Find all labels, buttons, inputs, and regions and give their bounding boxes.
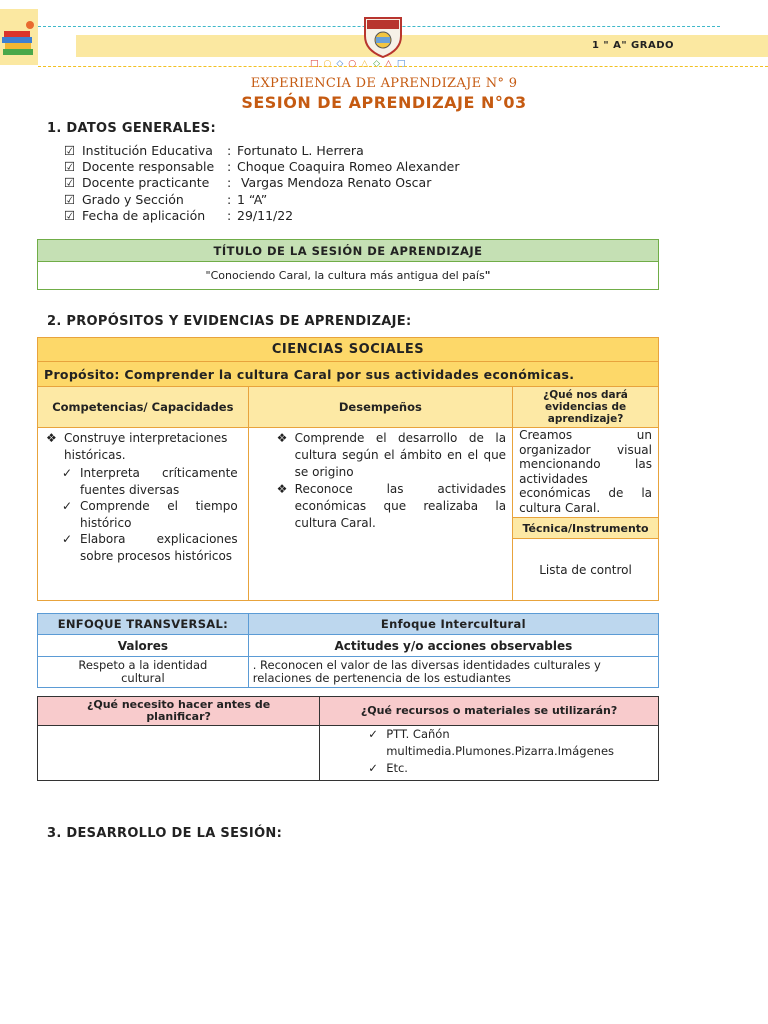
- section-general-data-title: 1. DATOS GENERALES:: [47, 121, 216, 136]
- session-title-header: TÍTULO DE LA SESIÓN DE APRENDIZAJE: [38, 240, 659, 262]
- area-header: CIENCIAS SOCIALES: [38, 338, 659, 362]
- section-development-title: 3. DESARROLLO DE LA SESIÓN:: [47, 826, 283, 841]
- before-planning-header: ¿Qué necesito hacer antes de planificar?: [38, 697, 320, 726]
- performances-header: Desempeños: [248, 387, 512, 428]
- evidence-cell: Creamos un organizador visual mencionando las actividades económicas de la cultura Caral.: [513, 428, 659, 518]
- action-cell: . Reconocen el valor de las diversas identidades culturales y relaciones de pertenencia de los estudiantes: [248, 657, 658, 688]
- checkbox-icon: ☑: [64, 159, 76, 175]
- transversal-approach-table: [37, 613, 659, 688]
- competence-item: ❖ Construye interpretaciones históricas.: [46, 431, 228, 462]
- capacity-item: ✓ Comprende el tiempo histórico: [62, 499, 238, 530]
- capacity-item: ✓ Interpreta críticamente fuentes diversas: [62, 466, 238, 497]
- transversal-label: ENFOQUE TRANSVERSAL:: [38, 614, 249, 635]
- general-data-row: ☑ Docente responsable : Choque Coaquira Romeo Alexander: [64, 159, 460, 175]
- check-icon: ✓: [368, 727, 378, 741]
- purposes-table: [37, 337, 659, 601]
- checkbox-icon: ☑: [64, 207, 76, 223]
- session-title: SESIÓN DE APRENDIZAJE N°03: [241, 93, 527, 112]
- transversal-name: Enfoque Intercultural: [248, 614, 658, 635]
- purpose-text: Propósito: Comprender la cultura Caral por sus actividades económicas.: [38, 362, 659, 387]
- checkbox-icon: ☑: [64, 175, 76, 191]
- checkbox-icon: ☑: [64, 143, 76, 158]
- before-planning-cell: [38, 726, 320, 781]
- experience-title: EXPERIENCIA DE APRENDIZAJE N° 9: [250, 76, 518, 91]
- session-title-table: [37, 239, 659, 290]
- actions-header: Actitudes y/o acciones observables: [248, 635, 658, 657]
- books-logo: [0, 9, 38, 65]
- competences-header: Competencias/ Capacidades: [38, 387, 249, 428]
- resources-cell: [320, 726, 659, 781]
- bottom-dashed-line: [38, 66, 768, 67]
- decorative-shapes: □○◇○△◇△□: [310, 59, 411, 69]
- resource-item: ✓ Etc.: [368, 761, 408, 775]
- planning-table: [37, 696, 659, 781]
- evidence-header: ¿Qué nos dará evidencias de aprendizaje?: [513, 387, 659, 428]
- performance-item: ❖ Reconoce las actividades económicas que realizaba la cultura Caral.: [276, 482, 507, 530]
- general-data-list: [64, 143, 459, 224]
- diamond-bullet-icon: ❖: [276, 482, 288, 496]
- capacity-item: ✓ Elabora explicaciones sobre procesos históricos: [62, 532, 238, 563]
- section-purposes-title: 2. PROPÓSITOS Y EVIDENCIAS DE APRENDIZAJE:: [47, 314, 412, 329]
- check-icon: ✓: [62, 532, 73, 546]
- performance-item: ❖ Comprende el desarrollo de la cultura según el ámbito en el que se origino: [276, 431, 507, 479]
- resources-header: ¿Qué recursos o materiales se utilizarán?: [320, 697, 659, 726]
- general-data-row: ☑ Grado y Sección : 1 “A”: [64, 191, 268, 207]
- check-icon: ✓: [62, 466, 73, 480]
- grade-label: 1 " A" GRADO: [591, 40, 674, 51]
- technique-value: Lista de control: [513, 539, 659, 601]
- checkbox-icon: ☑: [64, 191, 76, 207]
- general-data-row: ☑ Fecha de aplicación : 29/11/22: [64, 207, 294, 223]
- technique-header: Técnica/Instrumento: [513, 518, 659, 539]
- value-cell: Respeto a la identidad cultural: [38, 657, 249, 688]
- general-data-row: ☑ Docente practicante : Vargas Mendoza Renato Oscar: [64, 175, 432, 191]
- resource-item: ✓ PTT. Cañón multimedia.Plumones.Pizarra.Imágenes: [368, 727, 615, 758]
- performances-cell: [248, 428, 512, 601]
- diamond-bullet-icon: ❖: [276, 431, 288, 445]
- check-icon: ✓: [368, 761, 378, 775]
- check-icon: ✓: [62, 499, 73, 513]
- session-title-value: "Conociendo Caral, la cultura más antigua del país": [38, 262, 659, 290]
- school-crest-icon: [361, 14, 405, 58]
- general-data-row: ☑ Institución Educativa : Fortunato L. Herrera: [64, 143, 364, 158]
- values-header: Valores: [38, 635, 249, 657]
- competences-cell: [38, 428, 249, 601]
- diamond-bullet-icon: ❖: [46, 431, 57, 445]
